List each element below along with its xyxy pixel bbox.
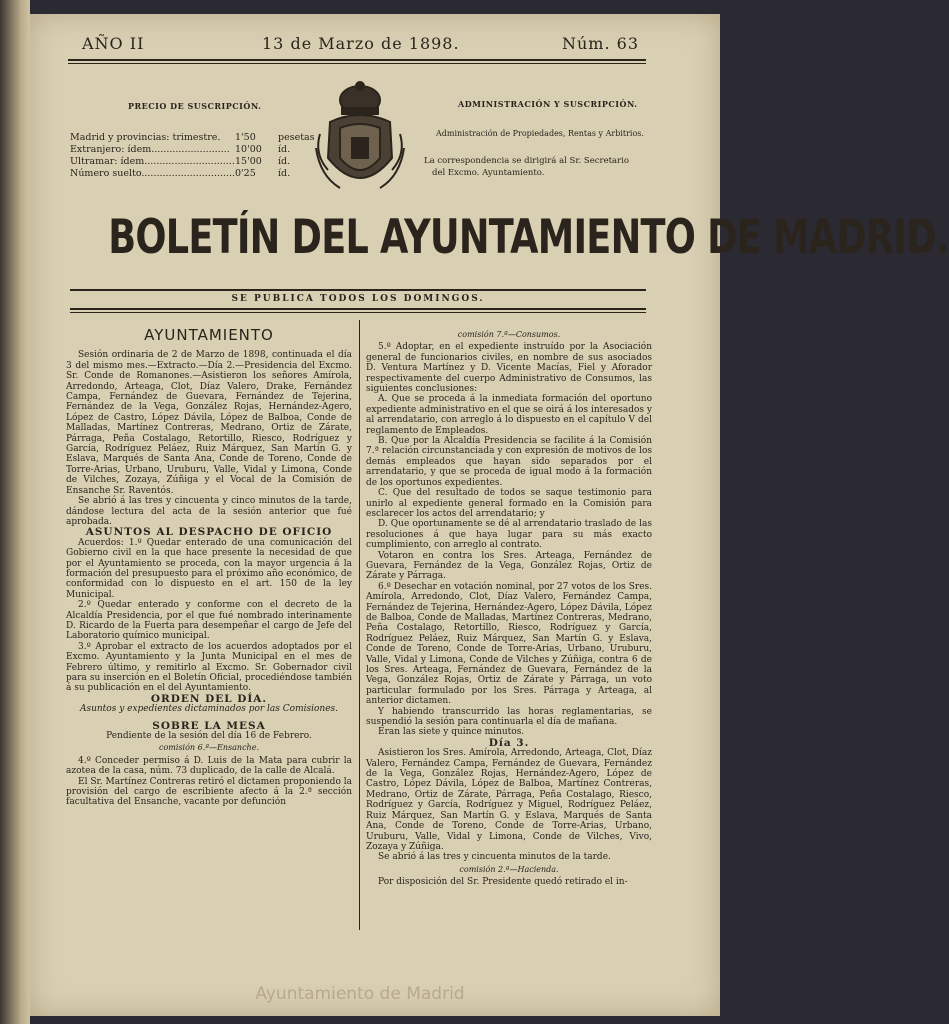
subsection-heading: ORDEN DEL DÍA. [150,692,268,705]
header-rule [68,59,646,61]
paragraph: El Sr. Martínez Contreras retiró el dictamen proponiendo la provisión del cargo de escribiente afecto á la 2.ª sección facultativa del Ensanche, vacante por defunción [66,776,352,808]
paragraph: A. Que se proceda á la inmediata formación del oportuno expediente administrativo en el que se oirá á los interesados y al arrendatario, con arreglo á lo dispuesto en el capítulo V del reglamento de Empleados. [366,394,652,436]
subsection-heading: SOBRE LA MESA [152,719,266,732]
header-rule-thin [68,63,646,64]
publication-subtitle: SE PUBLICA TODOS LOS DOMINGOS. [231,294,485,304]
paragraph: Asistieron los Sres. Amírola, Arredondo, Arteaga, Clot, Díaz Valero, Fernández Campa, Fernández de Guevara, Fernández de la Vega, González Rojas, Hernández-Agero, López de Castro, López Dávila, López de Balboa, Martínez Contreras, Medrano, Ortiz de Zárate, Párraga, Peña Costalago, Riesco, Rodríguez y García, Rodríguez y Miguel, Rodríguez Peláez, Ruiz Márquez, San Martín G. y Eslava, Marqués de Santa Ana, Conde de Toreno, Conde de Torre-Arias, Urbano, Uruburu, Valle, Vidal y Limona, Conde de Vilches, Vivo, Zozaya y Zúñiga. [366,748,652,852]
left-column [66,326,352,924]
paragraph: 6.º Desechar en votación nominal, por 27 votos de los Sres. Amírola, Arredondo, Clot, Díaz Valero, Fernández Campa, Fernández de Tejerina, Hernández-Agero, López Dávila, López de Balboa, Conde de Malladas, Martínez Contreras, Medrano, Peña Costalago, Retortillo, Riesco, Rodríguez y García, Rodríguez Peláez, Ruiz Márquez, San Martín G. y Eslava, Conde de Toreno, Conde de Torre-Arias, Urbano, Uruburu, Valle, Vidal y Limona, Conde de Vilches y Zúñiga, contra 6 de los Sres. Arteaga, Fernández de Guevara, Fernández de la Vega, González Rojas, Ortiz de Zárate y Párraga, un voto particular formulado por los Sres. Párraga y Arteaga, al anterior dictamen. [366,581,652,707]
issue-date: 13 de Marzo de 1898. [262,34,460,53]
admin-line: del Excmo. Ayuntamiento. [432,168,545,178]
book-spine-edge [0,0,30,1024]
paragraph: 2.º Quedar enterado y conforme con el decreto de la Alcaldía Presidencia, por el que fué nombrado interinamente D. Ricardo de la Fuerta para desempeñar el cargo de Jefe del Laboratorio químico municipal. [66,600,352,642]
paragraph: Acuerdos: 1.º Quedar enterado de una comunicación del Gobierno civil en la que hace presente la necesidad de que por el Ayuntamiento se proceda, con la mayor urgencia á la formación del presupuesto para el próximo año económico, de conformidad con lo dispuesto en el art. 150 de la ley Municipal. [66,537,352,600]
paragraph: Votaron en contra los Sres. Arteaga, Fernández de Guevara, Fernández de la Vega, González Rojas, Ortiz de Zárate y Párraga. [366,550,652,582]
subtitle-rule [70,308,646,310]
subsection-heading: ASUNTOS AL DESPACHO DE OFICIO [85,526,333,539]
commission-label: comisión 2.ª—Hacienda. [459,864,559,874]
paragraph: Y habiendo transcurrido las horas reglamentarias, se suspendió la sesión para continuarla el día de mañana. [366,706,652,728]
paragraph: 3.º Aprobar el extracto de los acuerdos adoptados por el Excmo. Ayuntamiento y la Junta Municipal en el mes de Febrero último, y remitirlo al Excmo. Sr. Gobernador civil para su inserción en el Boletín Oficial, procediéndose también á su publicación en el del Ayuntamiento. [66,641,352,694]
admin-line: La correspondencia se dirigirá al Sr. Secretario [424,156,630,166]
subsection-heading: Día 3. [488,736,530,749]
issue-year: AÑO II [82,34,145,53]
right-column [366,330,652,924]
paragraph: 4.º Conceder permiso á D. Luis de la Mata para cubrir la azotea de la casa, núm. 73 duplicado, de la calle de Alcalá. [66,755,352,777]
newspaper-title: BOLETÍN DEL AYUNTAMIENTO DE MADRID. [108,210,949,265]
subsection-subtitle: Asuntos y expedientes dictaminados por las Comisiones. [79,704,339,715]
column-divider [359,320,360,930]
admin-line: Administración de Propiedades, Rentas y Arbitrios. [436,129,644,138]
section-heading: AYUNTAMIENTO [144,326,274,344]
masthead-header [50,22,660,58]
paragraph: D. Que oportunamente se dé al arrendatario traslado de las resoluciones á que haya lugar para su más exacto cumplimiento, con arreglo al contrato. [366,519,652,551]
paragraph: Eran las siete y quince minutos. [378,727,525,738]
paragraph: Sesión ordinaria de 2 de Marzo de 1898, continuada el día 3 del mismo mes.—Extracto.—Día 2.—Presidencia del Excmo. Sr. Conde de Romanones.—Asistieron los señores Amírola, Arredondo, Arteaga, Clot, Díaz Valero, Drake, Fernández Campa, Fernández de Guevara, Fernández de Tejerina, Fernández de la Vega, González Rojas, Hernández-Agero, López de Castro, López Dávila, López de Balboa, Conde de Malladas, Martínez Contreras, Medrano, Ortiz de Zárate, Párraga, Peña Costalago, Retortillo, Riesco, Rodríguez y García, Rodríguez Peláez, Ruiz Márquez, San Martín G. y Eslava, Marqués de Santa Ana, Conde de Toreno, Conde de Torre-Arias, Urbano, Uruburu, Valle, Vidal y Limona, Conde de Vilches, Zozaya, Zúñiga y el Vocal de la Comisión de Ensanche Sr. Raventós. [66,350,352,496]
admin-title: ADMINISTRACIÓN Y SUSCRIPCIÓN. [458,99,638,109]
commission-label: comisión 6.ª—Ensanche. [159,743,259,753]
paragraph: B. Que por la Alcaldía Presidencia se facilite á la Comisión 7.ª relación circunstanciada y con expresión de motivos de los demás empleados que hayan sido separados por el arrendatario, y que se proceda de igual modo á la formación de los oportunos expedientes. [366,436,652,488]
paragraph: Por disposición del Sr. Presidente quedó retirado el in- [378,877,628,888]
coat-of-arms-icon [312,78,408,202]
subtitle-rule-thin [70,312,646,313]
watermark-text: Ayuntamiento de Madrid [255,984,465,1004]
subscription-title: PRECIO DE SUSCRIPCIÓN. [128,101,262,111]
issue-number: Núm. 63 [562,34,640,53]
subsection-subtitle: Pendiente de la sesión del día 16 de Febrero. [106,731,312,742]
paragraph: Se abrió á las tres y cincuenta minutos de la tarde. [378,852,611,863]
paragraph: C. Que del resultado de todos se saque testimonio para unirlo al expediente general formado en la Comisión para esclarecer los actos del arrendatario; y [366,488,652,519]
title-rule [70,289,646,291]
commission-label: comisión 7.ª—Consumos. [457,330,561,339]
paragraph: 5.º Adoptar, en el expediente instruído por la Asociación general de funcionarios civiles, en nombre de sus asociados D. Ventura Martínez y D. Vicente Macías, Fiel y Aforador respectivamente del cuerpo Administrativo de Consumos, las siguientes conclusiones: [366,342,652,395]
paragraph: Se abrió á las tres y cincuenta y cinco minutos de la tarde, dándose lectura del acta de la sesión anterior que fué aprobada. [66,496,352,527]
